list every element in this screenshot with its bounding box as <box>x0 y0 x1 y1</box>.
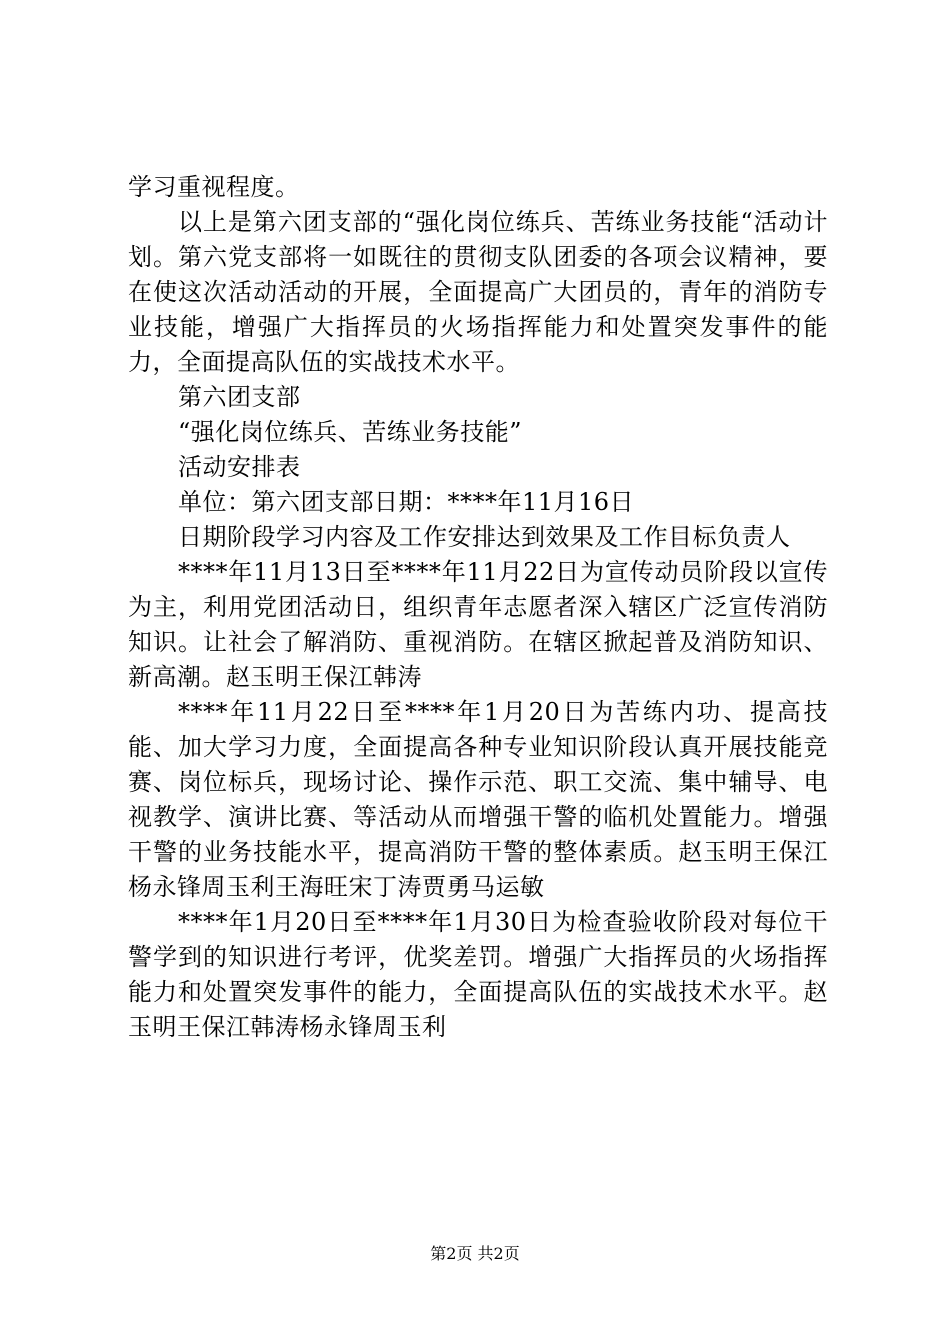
page-number-footer: 第2页 共2页 <box>430 1244 520 1263</box>
unit-date-line: 单位：第六团支部日期：****年11月16日 <box>178 488 635 516</box>
table-header-line: 日期阶段学习内容及工作安排达到效果及工作目标负责人 <box>178 523 791 551</box>
paragraph-study-emphasis: 学习重视程度。 <box>128 173 300 201</box>
paragraph-stage-inspection: ****年1月20日至****年1月30日为检查验收阶段对每位干警学到的知识进行考评，优奖差罚。增强广大指挥员的火场指挥能力和处置突发事件的能力，全面提高队伍的实战技术水平。赵玉明王保江韩涛杨永锋周玉利 <box>128 908 828 1041</box>
activity-title-line: “强化岗位练兵、苦练业务技能” <box>178 418 523 446</box>
schedule-title-line: 活动安排表 <box>178 453 301 481</box>
branch-name-line: 第六团支部 <box>178 383 301 411</box>
paragraph-stage-publicity: ****年11月13日至****年11月22日为宣传动员阶段以宣传为主，利用党团活动日，组织青年志愿者深入辖区广泛宣传消防知识。让社会了解消防、重视消防。在辖区掀起普及消防知识、新高潮。赵玉明王保江韩涛 <box>128 558 828 691</box>
paragraph-stage-training: ****年11月22日至****年1月20日为苦练内功、提高技能、加大学习力度，全面提高各种专业知识阶段认真开展技能竞赛、岗位标兵，现场讨论、操作示范、职工交流、集中辅导、电视教学、演讲比赛、等活动从而增强干警的临机处置能力。增强干警的业务技能水平，提高消防干警的整体素质。赵玉明王保江杨永锋周玉利王海旺宋丁涛贾勇马运敏 <box>128 698 828 901</box>
document-body <box>128 170 828 1045</box>
paragraph-activity-plan-summary: 以上是第六团支部的“强化岗位练兵、苦练业务技能“活动计划。第六党支部将一如既往的贯彻支队团委的各项会议精神，要在使这次活动活动的开展，全面提高广大团员的，青年的消防专业技能，增强广大指挥员的火场指挥能力和处置突发事件的能力，全面提高队伍的实战技术水平。 <box>128 208 828 376</box>
